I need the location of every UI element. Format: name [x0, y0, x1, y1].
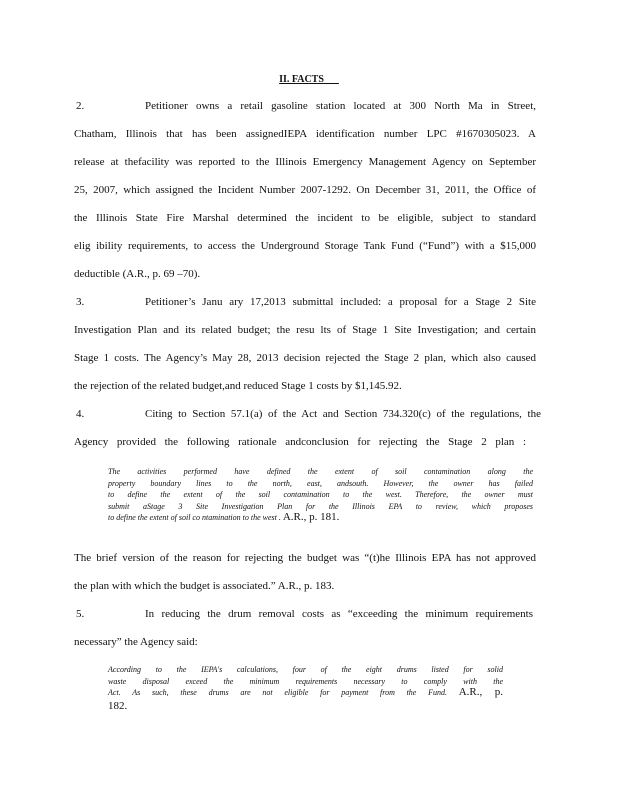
paragraph-number: 4. — [76, 408, 85, 420]
paragraph-line: Petitioner’s Janu ary 17,2013 submittal included: a proposal for a Stage 2 Site — [145, 296, 536, 308]
block-quote — [108, 466, 533, 524]
quote-line: to define the extent of soil co ntamination to the west . A.R., p. 181. — [108, 511, 340, 523]
quote-line: property boundary lines to the north, east, andsouth. However, the owner has failed — [108, 478, 533, 488]
quote-line: According to the IEPA's calculations, four of the eight drums listed for solid — [108, 665, 503, 674]
quote-line: waste disposal exceed the minimum requirements necessary to comply with the — [108, 676, 503, 686]
paragraph-line: In reducing the drum removal costs as “exceeding the minimum requirements — [145, 608, 533, 620]
section-heading — [0, 74, 618, 85]
paragraph-line: Chatham, Illinois that has been assignedIEPA identification number LPC #1670305023. A — [74, 128, 536, 140]
block-quote — [108, 664, 503, 713]
quote-line: The activities performed have defined the extent of soil contamination along the — [108, 467, 533, 476]
paragraph-line: necessary” the Agency said: — [74, 636, 198, 648]
quote-line: Act. As such, these drums are not eligible for payment from the Fund. A.R., p. — [108, 686, 504, 698]
section-heading-text: II. FACTS — [279, 74, 324, 85]
paragraph-line: Citing to Section 57.1(a) of the Act and Section 734.320(c) of the regulations, the — [145, 408, 541, 420]
paragraph-line: the plan with which the budget is associated.” A.R., p. 183. — [74, 580, 335, 592]
paragraph-number: 2. — [76, 100, 85, 112]
paragraph-line: The brief version of the reason for rejecting the budget was “(t)he Illinois EPA has not approved — [74, 552, 536, 564]
paragraph-line: the Illinois State Fire Marshal determined the incident to be eligible, subject to standard — [74, 212, 536, 224]
paragraph-line: release at thefacility was reported to the Illinois Emergency Management Agency on September — [74, 156, 536, 168]
paragraph-line: Agency provided the following rationale andconclusion for rejecting the Stage 2 plan : — [74, 436, 526, 448]
paragraph-line: Investigation Plan and its related budget; the resu lts of Stage 1 Site Investigation; and certain — [74, 324, 536, 336]
paragraph-number: 3. — [76, 296, 85, 308]
paragraph-line: 25, 2007, which assigned the Incident Number 2007-1292. On December 31, 2011, the Office of — [74, 184, 536, 196]
record-citation-page: 182. — [108, 699, 128, 712]
record-citation: A.R., p. — [458, 686, 504, 698]
paragraph-line: deductible (A.R., p. 69 –70). — [74, 268, 201, 280]
quote-line: to define the extent of the soil contamination to the west. Therefore, the owner must — [108, 490, 533, 499]
paragraph-number: 5. — [76, 608, 85, 620]
paragraph-line: Stage 1 costs. The Agency’s May 28, 2013 decision rejected the Stage 2 plan, which also caused — [74, 352, 536, 364]
record-citation: A.R., p. 181. — [282, 511, 340, 523]
paragraph-line: the rejection of the related budget,and reduced Stage 1 costs by $1,145.92. — [74, 380, 402, 392]
paragraph-line: elig ibility requirements, to access the Underground Storage Tank Fund (“Fund”) with a $15,000 — [74, 240, 536, 252]
paragraph-line: Petitioner owns a retail gasoline station located at 300 North Ma in Street, — [145, 100, 536, 112]
quote-line: submit aStage 3 Site Investigation Plan for the Illinois EPA to review, which proposes — [108, 501, 533, 511]
